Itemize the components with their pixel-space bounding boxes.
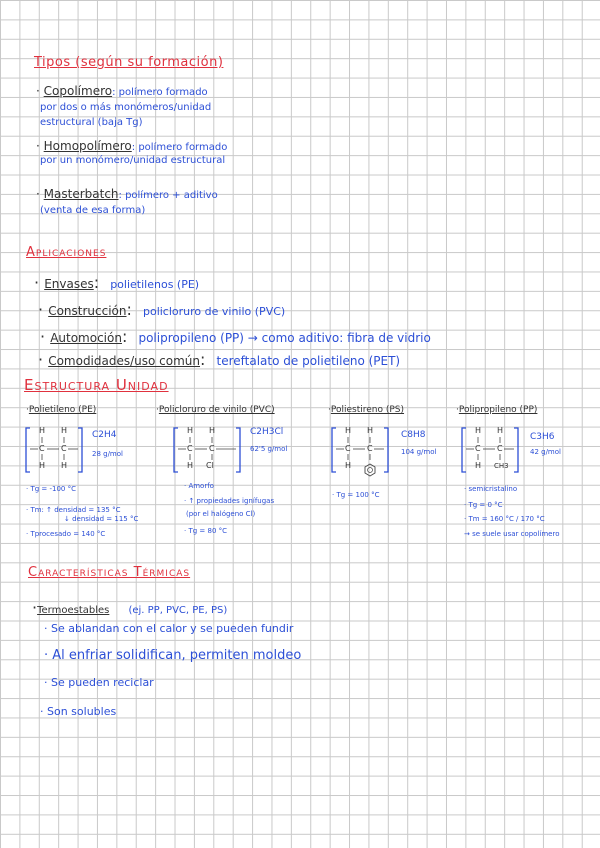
estructura-heading: Estructura Unidad — [24, 376, 169, 394]
atom-c: C — [497, 444, 503, 453]
note-text: Tg = 80 °C — [188, 527, 228, 535]
tipo-term: Homopolímero — [43, 139, 132, 153]
formula-ps: C8H8 — [401, 430, 426, 440]
aplicacion-item: · Comodidades/uso común: tereftalato de polietileno (PET) — [38, 350, 401, 369]
note-ps: · Tg = 100 °C — [332, 491, 380, 499]
tipo-desc-line: (venta de esa forma) — [40, 205, 146, 216]
tipo-desc-line: por un monómero/unidad estructural — [40, 155, 226, 166]
termica-item: · Se pueden reciclar — [44, 676, 154, 689]
termica-item-text: Son solubles — [47, 705, 117, 718]
tipo-desc: : polímero formado — [112, 87, 208, 98]
termoestables-row: ·Termoestables (ej. PP, PVC, PE, PS) — [32, 598, 228, 617]
polymer-name-text: Polipropileno (PP) — [458, 405, 538, 415]
mass-pe: 28 g/mol — [92, 450, 123, 458]
aplicacion-term: Construcción — [48, 304, 127, 318]
atom-h: H — [209, 426, 216, 435]
atom-c: C — [209, 444, 215, 453]
note-pvc: · Amorfo — [184, 482, 214, 490]
atom-cl: Cl — [206, 461, 214, 470]
aplicacion-desc: polietilenos (PE) — [110, 278, 200, 291]
tipo-term: Copolímero — [43, 84, 113, 98]
tipo-desc-line: estructural (baja Tg) — [40, 117, 143, 128]
aplicacion-item: · Construcción: policloruro de vinilo (PVC) — [38, 300, 286, 319]
formula-pe: C2H4 — [92, 430, 117, 440]
note-text: ↑ propiedades ignífugas — [188, 497, 275, 505]
note-text: Amorfo — [188, 482, 214, 490]
termoestables-label: Termoestables — [37, 605, 110, 616]
termica-item-text: Al enfriar solidifican, permiten moldeo — [52, 648, 302, 663]
aplicacion-term: Envases — [44, 277, 94, 291]
atom-h: H — [475, 461, 482, 470]
atom-h: H — [187, 426, 194, 435]
polymer-name-text: Poliestireno (PS) — [330, 405, 405, 415]
atom-c: C — [367, 444, 373, 453]
atom-c: C — [39, 444, 45, 453]
tipo-item-masterbatch: · Masterbatch: polímero + aditivo — [36, 187, 218, 201]
note-pp: · Tm = 160 °C / 170 °C — [464, 515, 545, 523]
polymer-name-pvc: ·Policloruro de vinilo (PVC) — [156, 405, 275, 415]
atom-ch3: CH3 — [494, 462, 509, 470]
atom-h: H — [187, 461, 194, 470]
note-pp: · semicristalino — [464, 485, 518, 493]
mass-pvc: 62'5 g/mol — [250, 445, 288, 453]
polymer-name-pp: ·Polipropileno (PP) — [456, 405, 538, 415]
atom-c: C — [187, 444, 193, 453]
aplicacion-item: · Automoción: polipropileno (PP) → como aditivo: fibra de vidrio — [40, 327, 431, 346]
atom-c: C — [61, 444, 67, 453]
note-pp: → se suele usar copolímero — [464, 530, 560, 538]
atom-c: C — [345, 444, 351, 453]
note-text: Tm = 160 °C / 170 °C — [468, 515, 545, 523]
termoestables-example: (ej. PP, PVC, PE, PS) — [128, 605, 228, 616]
note-text: Tprocesado = 140 °C — [30, 530, 106, 538]
formula-pvc: C2H3Cl — [250, 427, 284, 437]
note-pe: · Tg = -100 °C — [26, 485, 76, 493]
termica-item: · Son solubles — [40, 705, 117, 718]
note-text: Tm: ↑ densidad = 135 °C — [30, 506, 121, 514]
aplicacion-item: · Envases: polietilenos (PE) — [34, 273, 200, 292]
tipo-desc: : polímero + aditivo — [118, 190, 218, 201]
atom-h: H — [61, 426, 68, 435]
tipo-term: Masterbatch — [43, 187, 119, 201]
atom-h: H — [475, 426, 482, 435]
note-text: Tg = -100 °C — [30, 485, 76, 493]
structure-diagrams — [0, 420, 600, 480]
note-pe: ↓ densidad = 115 °C — [64, 515, 139, 523]
formula-pp: C3H6 — [530, 432, 555, 442]
note-pe: · Tm: ↑ densidad = 135 °C — [26, 506, 121, 514]
atom-c: C — [475, 444, 481, 453]
polymer-name-pe: ·Polietileno (PE) — [26, 405, 97, 415]
atom-h: H — [39, 461, 46, 470]
termica-item: · Se ablandan con el calor y se pueden fundir — [44, 622, 294, 635]
mass-pp: 42 g/mol — [530, 448, 561, 456]
note-text: Tg = 100 °C — [336, 491, 380, 499]
termica-item-text: Se ablandan con el calor y se pueden fundir — [51, 622, 294, 635]
aplicacion-term: Comodidades/uso común — [48, 354, 201, 368]
atom-h: H — [345, 426, 352, 435]
aplicacion-desc: polipropileno (PP) → como aditivo: fibra de vidrio — [138, 331, 431, 345]
tipo-item-homopolimero: · Homopolímero: polímero formado — [36, 139, 228, 153]
termica-item: · Al enfriar solidifican, permiten moldeo — [44, 648, 302, 663]
atom-h: H — [39, 426, 46, 435]
note-pe: · Tprocesado = 140 °C — [26, 530, 106, 538]
mass-ps: 104 g/mol — [401, 448, 437, 456]
atom-h: H — [345, 461, 352, 470]
note-pvc: · Tg = 80 °C — [184, 527, 228, 535]
aplicacion-term: Automoción — [50, 331, 122, 345]
tipo-desc-line: por dos o más monómeros/unidad — [40, 102, 212, 113]
note-pp: · Tg = 0 °C — [464, 501, 503, 509]
tipos-heading: Tipos (según su formación) — [34, 55, 224, 70]
aplicacion-desc: tereftalato de polietileno (PET) — [216, 354, 401, 368]
tipo-desc: : polímero formado — [131, 142, 228, 153]
note-text: semicristalino — [468, 485, 518, 493]
aplicacion-desc: policloruro de vinilo (PVC) — [142, 305, 286, 318]
atom-h: H — [497, 426, 504, 435]
termicas-heading: Características Térmicas — [28, 565, 191, 580]
note-pvc: (por el halógeno Cl) — [186, 510, 256, 518]
atom-h: H — [61, 461, 68, 470]
polymer-name-text: Policloruro de vinilo (PVC) — [158, 405, 275, 415]
polymer-name-ps: ·Poliestireno (PS) — [328, 405, 405, 415]
atom-h: H — [367, 426, 374, 435]
tipo-item-copolimero: · Copolímero: polímero formado — [36, 84, 208, 98]
termica-item-text: Se pueden reciclar — [51, 676, 154, 689]
polymer-name-text: Polietileno (PE) — [28, 405, 97, 415]
note-text: Tg = 0 °C — [468, 501, 503, 509]
aplicaciones-heading: Aplicaciones — [26, 245, 107, 260]
note-pvc: · ↑ propiedades ignífugas — [184, 497, 275, 505]
benzene-icon — [365, 464, 375, 476]
